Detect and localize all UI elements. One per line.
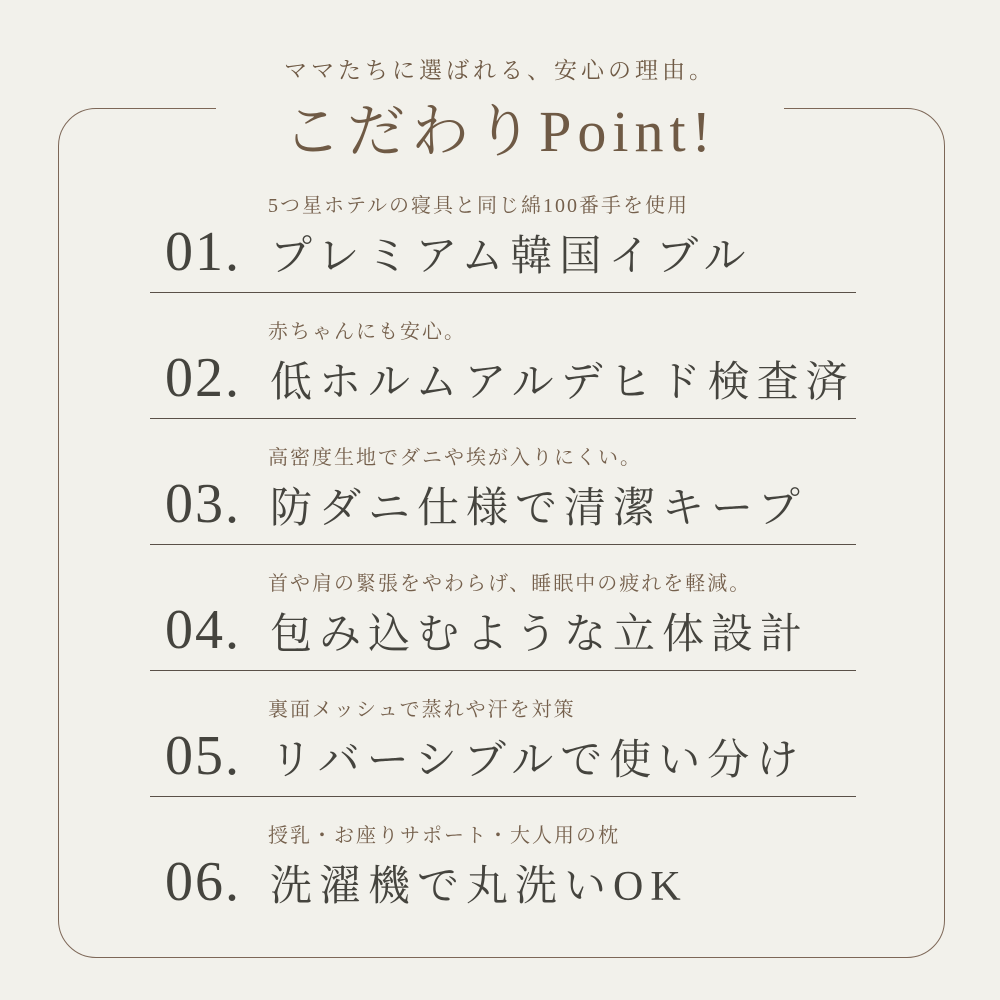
point-title: 洗濯機で丸洗いOK [270,864,688,910]
point-main-line [150,473,856,535]
point-title: リバーシブルで使い分け [270,738,806,784]
point-number: 06. [165,851,241,913]
point-item-02 [150,293,856,419]
point-subtitle: 高密度生地でダニや埃が入りにくい。 [268,447,642,469]
point-main-line [150,347,856,409]
point-number: 02. [165,347,241,409]
point-main-line [150,851,856,913]
point-number: 01. [165,221,241,283]
point-item-01 [150,167,856,293]
point-title: 防ダニ仕様で清潔キープ [270,486,807,532]
point-subtitle: 赤ちゃんにも安心。 [268,321,466,343]
point-subtitle: 授乳・お座りサポート・大人用の枕 [268,825,620,847]
point-main-line [150,599,856,661]
page-title: こだわりPoint! [283,99,717,164]
point-title: 低ホルムアルデヒド検査済 [270,360,855,406]
point-number: 03. [165,473,241,535]
point-subtitle: 首や肩の緊張をやわらげ、睡眠中の疲れを軽減。 [268,573,752,595]
point-number: 04. [165,599,241,661]
header-tagline: ママたちに選ばれる、安心の理由。 [284,58,716,83]
point-number: 05. [165,725,241,787]
points-list [150,167,856,923]
point-title: 包み込むような立体設計 [270,612,810,658]
point-item-03 [150,419,856,545]
point-main-line [150,221,856,283]
point-subtitle: 裏面メッシュで蒸れや汗を対策 [268,699,576,721]
point-item-04 [150,545,856,671]
point-subtitle: 5つ星ホテルの寝具と同じ綿100番手を使用 [268,195,689,217]
point-main-line [150,725,856,787]
point-item-05 [150,671,856,797]
point-title: プレミアム韓国イブル [270,234,753,280]
point-item-06 [150,797,856,923]
